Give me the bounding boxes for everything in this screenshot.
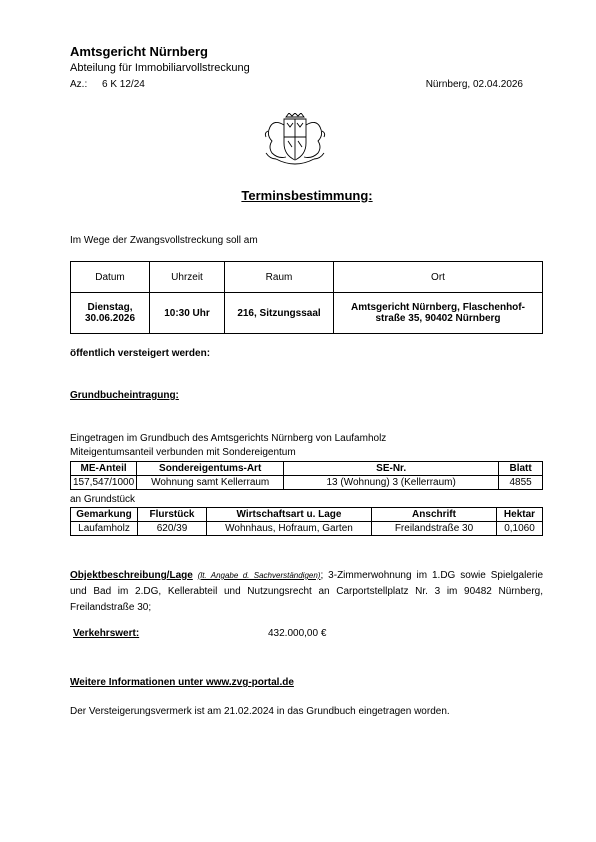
objektbeschreibung	[70, 568, 543, 616]
header-raum: Raum	[225, 262, 334, 293]
me-header-art: Sondereigentums-Art	[137, 462, 284, 476]
gs-header-gemarkung: Gemarkung	[71, 508, 138, 522]
gs-gemarkung: Laufamholz	[71, 522, 138, 536]
gs-flurstueck: 620/39	[138, 522, 207, 536]
verkehrswert-value: 432.000,00 €	[268, 628, 327, 639]
gs-header-lage: Wirtschaftsart u. Lage	[207, 508, 372, 522]
termin-date-weekday: Dienstag,	[87, 302, 133, 313]
miteigentum-table	[70, 461, 543, 490]
an-grundstueck: an Grundstück	[70, 494, 136, 505]
termin-room: 216, Sitzungssaal	[225, 293, 334, 334]
termin-time: 10:30 Uhr	[150, 293, 225, 334]
termin-date-value: 30.06.2026	[84, 313, 136, 324]
termin-table	[70, 261, 543, 334]
gs-anschrift: Freilandstraße 30	[372, 522, 497, 536]
me-blatt: 4855	[499, 476, 543, 490]
coat-of-arms-icon	[260, 113, 330, 169]
termin-place-line1: Amtsgericht Nürnberg, Flaschenhof-	[351, 302, 525, 313]
gs-header-flurstueck: Flurstück	[138, 508, 207, 522]
objekt-text: ; 3-Zimmerwohnung im 1.DG sowie Spielgalerie und Bad im 2.DG, Kellerabteil und Nutzungsrecht an Carportstellplatz Nr. 3 im 90482 Nürnberg, Freilandstraße 30;	[70, 570, 544, 613]
grundbuch-line1: Eingetragen im Grundbuch des Amtsgerichts Nürnberg von Laufamholz	[70, 433, 387, 444]
department: Abteilung für Immobiliarvollstreckung	[70, 62, 250, 74]
me-anteil: 157,547/1000	[71, 476, 137, 490]
termin-place-line2: straße 35, 90402 Nürnberg	[375, 313, 501, 324]
case-number: 6 K 12/24	[102, 79, 145, 90]
gs-lage: Wohnhaus, Hofraum, Garten	[207, 522, 372, 536]
grundbuch-heading: Grundbucheintragung:	[70, 390, 179, 401]
gs-hektar: 0,1060	[497, 522, 543, 536]
court-name: Amtsgericht Nürnberg	[70, 44, 208, 59]
weitere-informationen-link[interactable]: Weitere Informationen unter www.zvg-portal.de	[70, 677, 294, 688]
termin-date	[71, 293, 150, 334]
intro-text: Im Wege der Zwangsvollstreckung soll am	[70, 235, 258, 246]
header-ort: Ort	[334, 262, 543, 293]
termin-place	[334, 293, 543, 334]
objekt-label: Objektbeschreibung/Lage	[70, 570, 193, 581]
verkehrswert-label: Verkehrswert:	[73, 628, 140, 639]
versteigerungsvermerk: Der Versteigerungsvermerk ist am 21.02.2024 in das Grundbuch eingetragen worden.	[70, 706, 450, 717]
gs-header-hektar: Hektar	[497, 508, 543, 522]
gs-header-anschrift: Anschrift	[372, 508, 497, 522]
me-header-se-nr: SE-Nr.	[284, 462, 499, 476]
grundbuch-line2: Miteigentumsanteil verbunden mit Sondereigentum	[70, 447, 296, 458]
me-header-blatt: Blatt	[499, 462, 543, 476]
document-title: Terminsbestimmung:	[241, 188, 373, 203]
me-art: Wohnung samt Kellerraum	[137, 476, 284, 490]
me-header-anteil: ME-Anteil	[71, 462, 137, 476]
header-datum: Datum	[71, 262, 150, 293]
header-uhrzeit: Uhrzeit	[150, 262, 225, 293]
me-se-nr: 13 (Wohnung) 3 (Kellerraum)	[284, 476, 499, 490]
versteigert-text: öffentlich versteigert werden:	[70, 348, 211, 359]
case-number-label: Az.:	[70, 79, 88, 90]
grundstueck-table	[70, 507, 543, 536]
objekt-source: (lt. Angabe d. Sachverständigen)	[197, 571, 321, 580]
place-date: Nürnberg, 02.04.2026	[425, 79, 523, 90]
